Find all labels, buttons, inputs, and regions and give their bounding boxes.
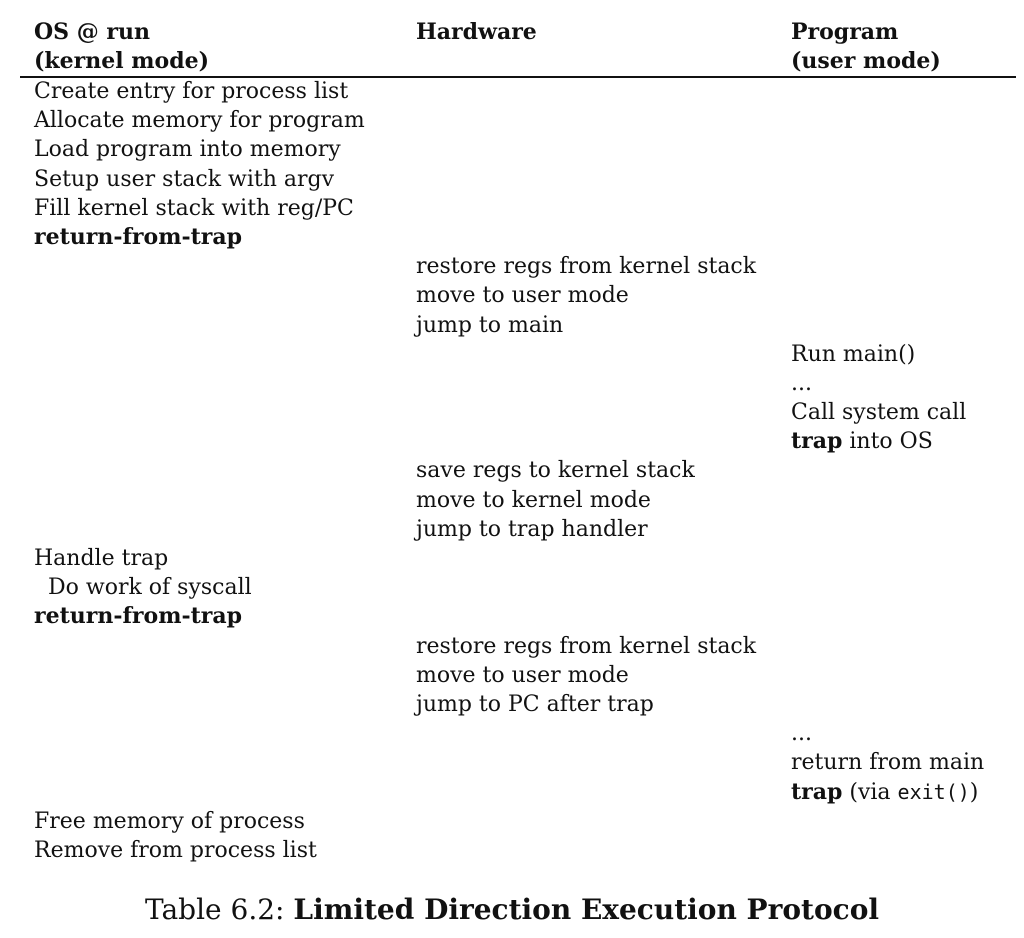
table-row [0,573,1024,602]
table-row [0,165,1024,194]
hardware-cell: move to user mode [416,283,629,309]
table-row [0,719,1024,748]
os-cell-return-from-trap: return-from-trap [34,603,242,630]
program-cell: Call system call [791,400,967,426]
program-cell: Run main() [791,341,916,367]
table-row [0,252,1024,281]
hardware-cell: restore regs from kernel stack [416,254,757,280]
program-cell-trap-exit [791,778,978,807]
trap-close-paren: ) [969,779,979,805]
table-row [0,223,1024,252]
table-row [0,602,1024,631]
header-program-line1: Program [791,19,899,45]
header-os-line1: OS @ run [34,19,150,45]
os-cell: Setup user stack with argv [34,166,335,192]
hardware-cell: jump to PC after trap [416,691,654,717]
trap-rest: into OS [842,429,933,455]
os-cell: Create entry for process list [34,79,349,104]
trap-keyword: trap [791,778,843,805]
table-row [0,807,1024,836]
header-program-line2: (user mode) [791,48,941,74]
header-os-line2: (kernel mode) [34,48,209,74]
caption-title: Limited Direction Execution Protocol [293,893,880,926]
table-header [0,18,1024,76]
trap-keyword: trap [791,428,843,455]
program-cell: return from main [791,750,985,776]
table-row [0,661,1024,690]
table-row [0,194,1024,223]
table-row [0,340,1024,369]
table-row [0,135,1024,164]
hardware-cell: move to kernel mode [416,487,651,513]
caption-prefix: Table 6.2: [144,893,294,926]
os-cell: Handle trap [34,546,169,571]
header-hardware-column [416,18,537,47]
os-cell-indented: Do work of syscall [48,575,252,601]
header-os-column [34,18,209,76]
os-cell-return-from-trap: return-from-trap [34,223,242,250]
table-row [0,77,1024,106]
hardware-cell: jump to trap handler [416,516,648,542]
table-row [0,311,1024,340]
table-row [0,836,1024,865]
table-row [0,106,1024,135]
hardware-cell: move to user mode [416,662,629,688]
os-cell: Load program into memory [34,137,341,163]
hardware-cell: restore regs from kernel stack [416,633,757,659]
hardware-cell: save regs to kernel stack [416,458,695,484]
header-hardware-line1: Hardware [416,19,537,45]
protocol-table [0,77,1024,865]
os-cell: Fill kernel stack with reg/PC [34,195,354,221]
trap-via: (via [842,779,898,805]
table-row [0,369,1024,398]
table-row [0,515,1024,544]
table-row [0,427,1024,456]
header-program-column [791,18,941,76]
table-row [0,456,1024,485]
table-caption [0,892,1024,928]
table-row [0,690,1024,719]
table-row [0,281,1024,310]
program-cell-ellipsis: ... [791,370,812,396]
table-row [0,778,1024,807]
program-cell-trap [791,427,933,456]
table-row [0,486,1024,515]
table-row [0,544,1024,573]
os-cell: Remove from process list [34,837,317,863]
table-row [0,632,1024,661]
table-row [0,748,1024,777]
program-cell-ellipsis: ... [791,721,812,747]
os-cell: Free memory of process [34,808,305,834]
exit-code: exit() [897,779,970,804]
table-row [0,398,1024,427]
os-cell: Allocate memory for program [34,108,365,134]
hardware-cell: jump to main [416,312,564,338]
